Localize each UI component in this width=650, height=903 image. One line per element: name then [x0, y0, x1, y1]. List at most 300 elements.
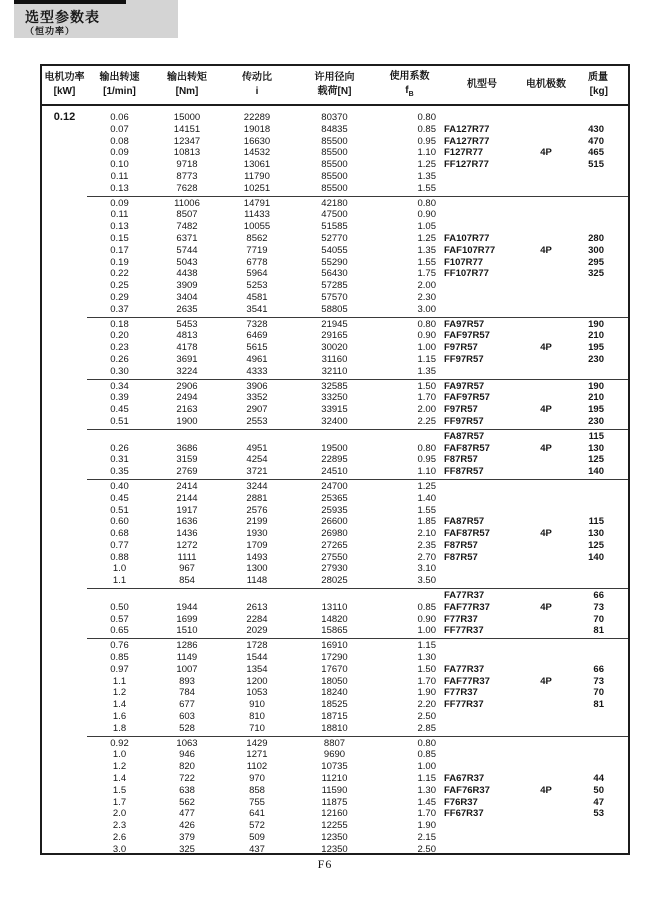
cell-output-speed: 0.17 — [110, 244, 129, 256]
cell-service-factor: 1.10 — [417, 466, 436, 478]
cell-output-speed: 0.30 — [110, 365, 129, 377]
cell-ratio: 755 — [249, 796, 265, 808]
cell-ratio: 7328 — [246, 318, 268, 330]
cell-mass: 325 — [588, 268, 604, 280]
cell-output-speed: 0.45 — [110, 404, 129, 416]
title-top-bar — [14, 0, 126, 4]
cell-output-speed: 0.26 — [110, 353, 129, 365]
cell-output-speed: 0.11 — [110, 209, 129, 221]
cell-output-torque: 854 — [179, 575, 195, 587]
cell-radial-load: 9690 — [323, 749, 346, 761]
cell-service-factor: 1.35 — [417, 244, 436, 256]
cell-ratio: 4951 — [246, 442, 268, 454]
cell-output-speed: 2.0 — [112, 808, 127, 820]
cell-model: FF67R37 — [444, 808, 484, 820]
cell-radial-load: 21945 — [321, 318, 348, 330]
table-row — [42, 431, 628, 443]
cell-service-factor: 1.25 — [417, 159, 436, 171]
table-row — [42, 711, 628, 723]
cell-service-factor: 1.35 — [417, 365, 436, 377]
cell-model: FF77R37 — [444, 699, 484, 711]
cell-ratio: 910 — [249, 699, 265, 711]
cell-service-factor: 0.90 — [417, 330, 436, 342]
cell-output-speed: 0.65 — [110, 625, 129, 637]
cell-radial-load: 12350 — [321, 832, 348, 844]
table-row — [42, 773, 628, 785]
cell-output-torque: 15000 — [173, 112, 201, 123]
cell-radial-load: 85500 — [321, 135, 348, 147]
cell-radial-load: 85500 — [321, 170, 348, 182]
cell-radial-load: 85500 — [321, 147, 348, 159]
cell-output-speed: 1.0 — [112, 563, 127, 575]
cell-output-speed: 0.37 — [110, 303, 129, 315]
cell-motor-poles: 4P — [540, 528, 552, 540]
table-row — [42, 319, 628, 331]
cell-output-torque: 1900 — [176, 415, 198, 427]
cell-service-factor: 1.00 — [417, 342, 436, 354]
cell-radial-load: 57570 — [321, 291, 348, 303]
table-row — [42, 664, 628, 676]
table-row — [42, 761, 628, 773]
cell-service-factor: 1.55 — [417, 504, 436, 516]
selection-parameter-table — [40, 64, 630, 855]
cell-service-factor: 1.50 — [417, 663, 436, 675]
cell-mass: 130 — [588, 442, 604, 454]
cell-ratio: 11433 — [244, 209, 270, 221]
cell-radial-load: 17670 — [321, 663, 348, 675]
cell-output-torque: 528 — [179, 722, 195, 734]
cell-model: FA127R77 — [444, 123, 490, 135]
table-row — [42, 268, 628, 280]
cell-output-speed: 0.15 — [110, 232, 129, 244]
table-row — [42, 257, 628, 269]
table-row — [42, 738, 628, 750]
table-row — [42, 416, 628, 428]
cell-ratio: 710 — [249, 722, 265, 734]
cell-output-torque: 967 — [179, 563, 195, 575]
cell-output-speed: 1.4 — [112, 773, 127, 785]
cell-output-torque: 1149 — [176, 652, 198, 664]
cell-radial-load: 24700 — [321, 480, 348, 492]
cell-output-speed: 1.7 — [112, 796, 127, 808]
cell-radial-load: 25365 — [321, 492, 348, 504]
cell-model: FA77R37 — [444, 590, 485, 602]
cell-service-factor: 0.85 — [417, 123, 436, 135]
cell-output-speed: 0.23 — [110, 342, 129, 354]
table-row — [42, 540, 628, 552]
table-row — [42, 466, 628, 478]
table-row — [42, 112, 628, 124]
cell-service-factor: 1.90 — [417, 820, 436, 832]
cell-output-speed: 1.1 — [112, 575, 127, 587]
cell-model: F87R57 — [444, 539, 478, 551]
cell-mass: 210 — [588, 392, 604, 404]
cell-service-factor: 2.85 — [417, 722, 436, 734]
cell-radial-load: 22895 — [321, 454, 348, 466]
cell-output-speed: 0.09 — [110, 147, 129, 159]
cell-ratio: 641 — [249, 808, 265, 820]
cell-output-torque: 1272 — [176, 539, 198, 551]
cell-model: FA97R57 — [444, 380, 485, 392]
cell-output-torque: 603 — [179, 711, 195, 723]
cell-ratio: 858 — [249, 784, 265, 796]
cell-mass: 195 — [588, 342, 604, 354]
cell-ratio: 2553 — [246, 415, 268, 427]
cell-service-factor: 0.95 — [417, 135, 436, 147]
cell-output-speed: 0.85 — [110, 652, 129, 664]
cell-output-speed: 0.51 — [110, 504, 129, 516]
table-row — [42, 392, 628, 404]
header-ratio: 传动比 i — [242, 71, 272, 97]
header-motor-poles: 电机极数 — [526, 78, 566, 90]
cell-mass: 130 — [588, 528, 604, 540]
cell-model: FAF107R77 — [444, 244, 496, 256]
cell-output-speed: 0.13 — [110, 182, 129, 194]
table-row — [42, 124, 628, 136]
cell-output-speed: 0.18 — [110, 318, 129, 330]
cell-output-speed: 1.2 — [112, 687, 127, 699]
table-row — [42, 233, 628, 245]
cell-motor-poles: 4P — [540, 342, 552, 354]
table-row — [42, 366, 628, 378]
table-row — [42, 563, 628, 575]
cell-mass: 190 — [588, 380, 604, 392]
cell-radial-load: 13110 — [321, 601, 348, 613]
table-row — [42, 602, 628, 614]
cell-radial-load: 58805 — [321, 303, 348, 315]
table-row — [42, 808, 628, 820]
cell-model: F87R57 — [444, 454, 478, 466]
cell-ratio: 16630 — [243, 135, 271, 147]
cell-mass: 66 — [593, 663, 604, 675]
cell-service-factor: 3.50 — [417, 575, 436, 587]
page-subtitle: （恒功率） — [25, 26, 76, 36]
cell-radial-load: 11210 — [321, 773, 348, 785]
cell-output-speed: 1.4 — [112, 699, 127, 711]
header-output-speed: 输出转速 [1/min] — [99, 71, 140, 97]
cell-service-factor: 1.15 — [417, 773, 436, 785]
cell-mass: 190 — [588, 318, 604, 330]
cell-output-torque: 893 — [179, 675, 195, 687]
cell-service-factor: 1.55 — [417, 182, 436, 194]
cell-output-speed: 0.50 — [110, 601, 129, 613]
table-row — [42, 481, 628, 493]
cell-mass: 210 — [588, 330, 604, 342]
table-row — [42, 797, 628, 809]
cell-output-torque: 9718 — [176, 159, 198, 171]
cell-radial-load: 56430 — [321, 268, 348, 280]
cell-service-factor: 1.30 — [417, 784, 436, 796]
cell-output-speed: 2.6 — [112, 832, 127, 844]
cell-model: F77R37 — [444, 613, 478, 625]
page-title-block — [14, 0, 178, 38]
cell-output-torque: 2414 — [176, 480, 198, 492]
cell-service-factor: 0.90 — [417, 209, 436, 221]
cell-radial-load: 32400 — [321, 415, 348, 427]
header-radial-load: 许用径向 载荷[N] — [314, 71, 355, 97]
cell-ratio: 1200 — [246, 675, 268, 687]
table-row — [42, 404, 628, 416]
cell-ratio: 2199 — [246, 516, 268, 528]
cell-radial-load: 47500 — [321, 209, 348, 221]
cell-motor-power: 0.12 — [53, 111, 76, 123]
cell-radial-load: 31160 — [321, 353, 348, 365]
cell-output-speed: 0.51 — [110, 415, 129, 427]
cell-ratio: 5964 — [246, 268, 268, 280]
cell-output-speed: 1.0 — [112, 749, 127, 761]
cell-model: F77R37 — [444, 687, 478, 699]
cell-service-factor: 2.15 — [417, 832, 436, 844]
cell-service-factor: 3.10 — [417, 563, 436, 575]
cell-ratio: 1271 — [246, 749, 268, 761]
cell-ratio: 2613 — [246, 601, 268, 613]
table-row — [42, 280, 628, 292]
cell-mass: 465 — [588, 147, 604, 159]
cell-output-torque: 820 — [179, 761, 195, 773]
header-mass: 质量 [kg] — [588, 71, 608, 97]
cell-service-factor: 0.95 — [417, 454, 436, 466]
cell-radial-load: 24510 — [321, 466, 348, 478]
page-number: F6 — [317, 857, 333, 871]
cell-mass: 140 — [588, 551, 604, 563]
table-row — [42, 493, 628, 505]
cell-output-torque: 3159 — [176, 454, 198, 466]
cell-radial-load: 14820 — [321, 613, 348, 625]
cell-ratio: 4333 — [246, 365, 268, 377]
cell-model: FA67R37 — [444, 773, 485, 785]
cell-service-factor: 1.00 — [417, 761, 436, 773]
cell-output-speed: 0.29 — [110, 291, 129, 303]
cell-mass: 515 — [588, 159, 604, 171]
cell-model: FA127R77 — [444, 135, 490, 147]
cell-service-factor: 1.15 — [417, 640, 436, 652]
cell-radial-load: 84835 — [321, 123, 348, 135]
cell-output-torque: 2906 — [176, 380, 198, 392]
table-row — [42, 183, 628, 195]
cell-output-speed: 0.31 — [110, 454, 129, 466]
cell-output-torque: 7628 — [176, 182, 198, 194]
table-row — [42, 625, 628, 637]
cell-mass: 73 — [593, 675, 604, 687]
table-row — [42, 304, 628, 316]
cell-output-torque: 4438 — [176, 268, 198, 280]
cell-radial-load: 54055 — [321, 244, 348, 256]
cell-mass: 195 — [588, 404, 604, 416]
cell-ratio: 2907 — [246, 404, 268, 416]
cell-motor-poles: 4P — [540, 147, 552, 159]
cell-output-speed: 0.45 — [110, 492, 129, 504]
cell-service-factor: 0.80 — [417, 112, 436, 123]
cell-radial-load: 17290 — [321, 652, 348, 664]
cell-ratio: 5615 — [246, 342, 268, 354]
table-row — [42, 687, 628, 699]
cell-output-torque: 6371 — [176, 232, 198, 244]
cell-ratio: 4961 — [246, 353, 268, 365]
cell-output-torque: 1917 — [176, 504, 198, 516]
cell-service-factor: 1.15 — [417, 353, 436, 365]
cell-ratio: 3352 — [246, 392, 268, 404]
cell-model: FF107R77 — [444, 268, 489, 280]
cell-output-speed: 1.1 — [112, 675, 127, 687]
cell-output-torque: 4178 — [176, 342, 198, 354]
cell-ratio: 13061 — [243, 159, 271, 171]
cell-ratio: 14791 — [243, 197, 271, 209]
table-row — [42, 381, 628, 393]
cell-service-factor: 1.70 — [417, 392, 436, 404]
cell-output-torque: 1699 — [176, 613, 198, 625]
cell-service-factor: 3.00 — [417, 303, 436, 315]
cell-ratio: 19018 — [243, 123, 271, 135]
cell-output-torque: 379 — [179, 832, 195, 844]
cell-model: FF77R37 — [444, 625, 484, 637]
cell-output-torque: 638 — [179, 784, 195, 796]
cell-output-torque: 12347 — [173, 135, 201, 147]
cell-ratio: 14532 — [243, 147, 271, 159]
table-row — [42, 749, 628, 761]
cell-radial-load: 12255 — [321, 820, 348, 832]
cell-radial-load: 25935 — [321, 504, 348, 516]
cell-mass: 280 — [588, 232, 604, 244]
cell-output-torque: 14151 — [173, 123, 201, 135]
table-row — [42, 832, 628, 844]
cell-mass: 44 — [593, 773, 604, 785]
cell-radial-load: 27550 — [321, 551, 348, 563]
cell-service-factor: 0.80 — [417, 737, 436, 749]
cell-model: FF97R57 — [444, 415, 484, 427]
cell-model: FF127R77 — [444, 159, 489, 171]
cell-service-factor: 1.35 — [417, 170, 436, 182]
cell-ratio: 7719 — [246, 244, 268, 256]
cell-output-torque: 1063 — [176, 737, 198, 749]
table-row — [42, 198, 628, 210]
cell-radial-load: 57285 — [321, 280, 348, 292]
cell-motor-poles: 4P — [540, 675, 552, 687]
cell-model: FA87R57 — [444, 430, 485, 442]
cell-service-factor: 1.75 — [417, 268, 436, 280]
table-row — [42, 699, 628, 711]
cell-ratio: 1493 — [246, 551, 268, 563]
cell-ratio: 3906 — [246, 380, 268, 392]
cell-output-speed: 0.88 — [110, 551, 129, 563]
cell-radial-load: 26600 — [321, 516, 348, 528]
cell-mass: 125 — [588, 454, 604, 466]
cell-output-torque: 1286 — [176, 640, 198, 652]
table-row — [42, 640, 628, 652]
cell-model: FAF97R57 — [444, 392, 490, 404]
cell-ratio: 1728 — [246, 640, 268, 652]
table-header — [42, 66, 628, 106]
cell-service-factor: 1.45 — [417, 796, 436, 808]
cell-output-speed: 0.26 — [110, 442, 129, 454]
cell-service-factor: 1.85 — [417, 516, 436, 528]
cell-model: FAF87R57 — [444, 442, 490, 454]
cell-model: FF87R57 — [444, 466, 484, 478]
cell-ratio: 2881 — [246, 492, 268, 504]
cell-service-factor: 2.00 — [417, 404, 436, 416]
cell-radial-load: 32585 — [321, 380, 348, 392]
cell-radial-load: 85500 — [321, 159, 348, 171]
cell-radial-load: 27930 — [321, 563, 348, 575]
table-row — [42, 723, 628, 735]
cell-radial-load: 27265 — [321, 539, 348, 551]
cell-model: FF97R57 — [444, 353, 484, 365]
cell-radial-load: 28025 — [321, 575, 348, 587]
cell-ratio: 1544 — [246, 652, 268, 664]
cell-ratio: 1300 — [246, 563, 268, 575]
cell-output-speed: 1.5 — [112, 784, 127, 796]
cell-motor-poles: 4P — [540, 442, 552, 454]
cell-output-torque: 426 — [179, 820, 195, 832]
cell-ratio: 1354 — [246, 663, 268, 675]
cell-service-factor: 1.25 — [417, 232, 436, 244]
cell-radial-load: 30020 — [321, 342, 348, 354]
cell-mass: 230 — [588, 415, 604, 427]
cell-service-factor: 1.70 — [417, 808, 436, 820]
cell-ratio: 11790 — [244, 170, 270, 182]
table-row — [42, 528, 628, 540]
cell-mass: 230 — [588, 353, 604, 365]
cell-radial-load: 26980 — [321, 528, 348, 540]
table-row — [42, 454, 628, 466]
header-service-factor: 使用系数 $f_B$ — [389, 70, 430, 99]
cell-ratio: 1709 — [246, 539, 268, 551]
cell-output-torque: 1510 — [176, 625, 198, 637]
cell-service-factor: 1.30 — [417, 652, 436, 664]
cell-radial-load: 8807 — [323, 737, 346, 749]
cell-ratio: 3244 — [246, 480, 268, 492]
cell-radial-load: 10735 — [321, 761, 348, 773]
header-motor-power: 电机功率 [kW] — [44, 71, 85, 97]
cell-mass: 115 — [588, 430, 604, 442]
cell-output-speed: 0.39 — [110, 392, 129, 404]
cell-service-factor: 2.35 — [417, 539, 436, 551]
cell-ratio: 5253 — [246, 280, 268, 292]
cell-output-speed: 2.3 — [112, 820, 127, 832]
cell-service-factor: 1.05 — [417, 221, 436, 233]
block-separator — [87, 588, 628, 589]
cell-model: FAF97R57 — [444, 330, 490, 342]
cell-output-torque: 7482 — [176, 221, 198, 233]
cell-ratio: 1148 — [246, 575, 268, 587]
cell-output-torque: 10813 — [173, 147, 201, 159]
cell-output-torque: 5043 — [176, 256, 198, 268]
block-separator — [87, 638, 628, 639]
table-row — [42, 136, 628, 148]
cell-output-speed: 0.09 — [110, 197, 129, 209]
table-row — [42, 590, 628, 602]
cell-output-torque: 8507 — [176, 209, 198, 221]
table-row — [42, 443, 628, 455]
cell-mass: 140 — [588, 466, 604, 478]
cell-radial-load: 18525 — [321, 699, 348, 711]
cell-output-speed: 0.77 — [110, 539, 129, 551]
block-separator — [87, 379, 628, 380]
cell-service-factor: 0.80 — [417, 318, 436, 330]
table-row — [42, 171, 628, 183]
cell-output-speed: 0.57 — [110, 613, 129, 625]
cell-ratio: 437 — [249, 843, 265, 855]
cell-output-speed: 0.92 — [110, 737, 129, 749]
cell-output-torque: 2635 — [176, 303, 198, 315]
cell-ratio: 22289 — [243, 112, 271, 123]
cell-output-torque: 2144 — [176, 492, 198, 504]
cell-ratio: 3721 — [246, 466, 268, 478]
cell-ratio: 10251 — [243, 182, 271, 194]
cell-ratio: 810 — [249, 711, 265, 723]
cell-ratio: 6469 — [246, 330, 268, 342]
cell-model: FA77R37 — [444, 663, 485, 675]
cell-service-factor: 1.90 — [417, 687, 436, 699]
